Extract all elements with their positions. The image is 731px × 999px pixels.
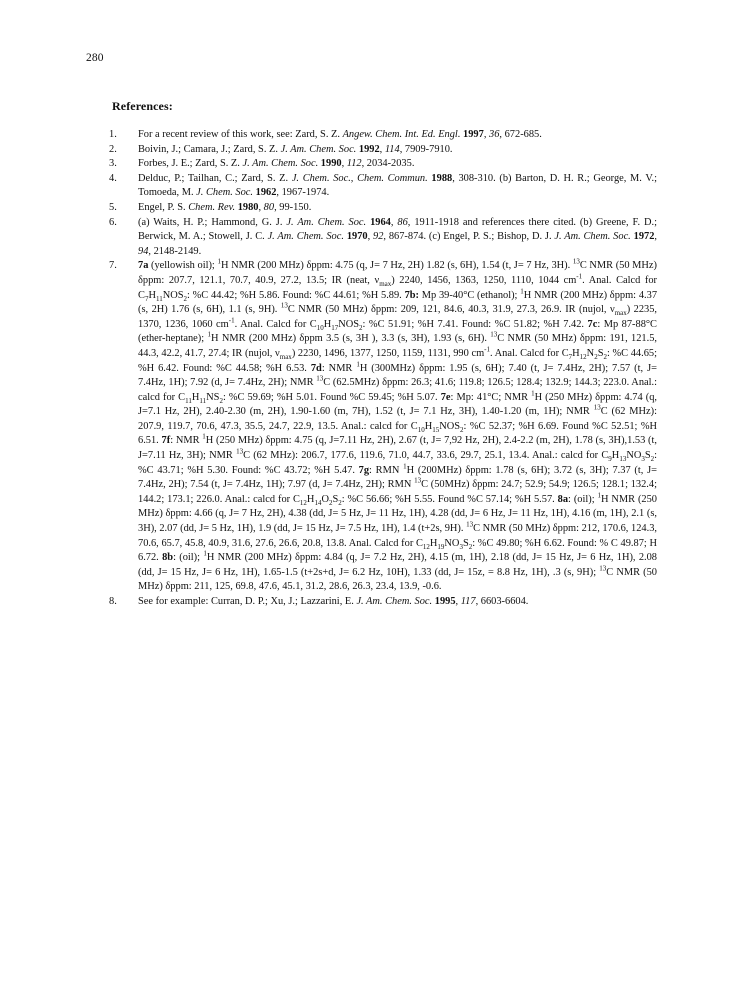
page-number: 280	[86, 52, 104, 64]
reference-text-segment: ,	[341, 158, 347, 170]
reference-number: 2.	[109, 143, 117, 155]
reference-text-segment: 7d	[310, 362, 322, 374]
reference-text-segment: 1	[597, 491, 601, 500]
reference-text-segment: C (62.5MHz) δppm: 26.3; 41.6; 119.8; 126.5; 128.4; 132.9; 144.3; 223.0. Anal.: calcd for C	[138, 377, 657, 403]
reference-text-segment: , 7909-7910.	[399, 143, 453, 155]
reference-text-segment: O	[321, 493, 329, 505]
reference-text	[138, 216, 657, 260]
reference-text-segment: 86	[397, 216, 408, 228]
reference-text-segment: 1988	[431, 172, 453, 184]
reference-text-segment: 12	[299, 498, 307, 507]
reference-text-segment: C NMR (50 MHz) δppm: 191, 121.5, 44.3, 42.2, 41.7, 27.4; IR (nujol, ν	[138, 333, 658, 359]
reference-text-segment: C (50MHz) δppm: 24.7; 52.9; 54.9; 126.5; 128.1; 132.4; 144.2; 173.1; 226.0. Anal.: calcd for C	[138, 479, 657, 505]
reference-number: 7.	[109, 260, 117, 272]
reference-text-segment: . Anal. Calcd for C	[138, 274, 657, 301]
reference-text-segment: H NMR (250 MHz) δppm: 4.66 (q, J= 7 Hz, 2H), 4.38 (dd, J= 5 Hz, J= 11 Hz, 1H), 4.28 (dd, J= 6 Hz, J= 11 Hz, 1H), 4.16 (m, 1H), 2.1 (s, 3H), 2.07 (dd, J= 5 Hz, 1H), 1.9 (dd, J= 15 Hz, J= 7.5 Hz, 1H), 1.4 (t+2s, 9H).	[138, 493, 658, 535]
reference-text	[138, 143, 657, 158]
reference-text-segment: ,	[390, 216, 398, 228]
reference-text-segment: 9	[608, 455, 612, 464]
reference-text-segment: NS	[206, 391, 220, 403]
reference-text-segment: 7	[568, 352, 573, 361]
reference-text-segment: ,	[379, 143, 385, 155]
reference-text-segment: J. Am. Chem. Soc.	[554, 231, 631, 243]
reference-text-segment: : Mp: 41°C; NMR	[450, 391, 532, 403]
reference-item	[109, 172, 657, 201]
reference-number: 6.	[109, 216, 117, 228]
reference-text-segment: -1	[576, 272, 583, 281]
reference-text	[138, 128, 657, 143]
reference-item	[109, 128, 657, 143]
reference-text-segment: C NMR (50 MHz) δppm: 207.7, 121.1, 70.7, 40.9, 27.2, 13.5; IR (neat, ν	[138, 260, 657, 286]
reference-text-segment: 13	[572, 257, 580, 266]
reference-text-segment: 1	[356, 360, 360, 369]
reference-text-segment: 92	[373, 231, 384, 243]
reference-text-segment: 7f	[161, 435, 171, 447]
reference-text-segment: 1	[207, 330, 211, 339]
reference-text-segment: 11	[199, 396, 207, 405]
reference-text-segment: 2	[338, 498, 342, 507]
reference-text-segment: 1	[531, 389, 535, 398]
references-list	[109, 128, 657, 610]
reference-text-segment: 1	[202, 433, 206, 441]
reference-text-segment: C NMR (50 MHz) δppm: 211, 125, 69.8, 47.6, 45.1, 31.2, 28.6, 26.3, 23.4, 13.9, -0.6.	[138, 566, 657, 593]
reference-text-segment: J. Chem. Soc., Chem. Commun.	[291, 172, 428, 184]
reference-text-segment: : %C 44.65; %H 6.42. Found: %C 44.58; %H 6.53.	[138, 347, 657, 374]
reference-text-segment: 8a	[557, 493, 569, 505]
reference-item	[109, 595, 657, 610]
reference-text-segment: : %C 43.71; %H 5.30. Found: %C 43.72; %H 5.47.	[138, 450, 657, 476]
reference-text-segment: NO	[444, 537, 460, 549]
reference-text-segment: -1	[228, 316, 235, 325]
reference-text-segment: , 1967-1974.	[276, 187, 330, 199]
reference-text-segment: : %C 56.66; %H 5.55. Found %C 57.14; %H 5.57.	[341, 493, 558, 505]
reference-text-segment: : RMN	[369, 464, 404, 476]
reference-text-segment: 7a	[138, 260, 149, 272]
reference-text	[138, 595, 657, 610]
reference-text-segment: 1972	[633, 231, 655, 243]
reference-text-segment: S	[644, 450, 651, 462]
reference-text-segment: H	[148, 289, 156, 301]
reference-text-segment: , 6603-6604.	[475, 596, 529, 607]
reference-text-segment: : %C 52.37; %H 6.69. Found %C 52.51; %H 6.51.	[138, 420, 657, 447]
reference-text-segment: : NMR	[321, 362, 357, 374]
reference-text-segment: 14	[314, 498, 322, 507]
reference-text-segment: , 867-874. (c) Engel, P. S.; Bishop, D. J.	[383, 231, 555, 243]
reference-text-segment: ,	[654, 231, 658, 243]
reference-text-segment: 11	[185, 396, 192, 405]
references-heading: References:	[112, 99, 173, 113]
reference-text-segment: 11	[155, 294, 163, 303]
reference-number: 1.	[109, 129, 117, 140]
reference-text-segment: 3	[641, 455, 645, 464]
reference-text-segment: (a) Waits, H. P.; Hammond, G. J.	[138, 216, 287, 228]
reference-text-segment: NOS	[162, 289, 184, 301]
reference-text-segment: : (oil);	[173, 552, 204, 564]
reference-text-segment: C (62 MHz): 207.9, 119.7, 70.6, 47.3, 35.5, 24.7, 22.9, 13.5. Anal.: calcd for C	[138, 406, 657, 432]
reference-text-segment: . Anal. Calcd for C	[234, 318, 317, 330]
reference-text-segment: H NMR (200 MHz) δppm: 4.37 (s, 2H) 1.76 (s, 6H), 1.1 (s, 9H).	[138, 289, 658, 316]
reference-text-segment: H	[424, 420, 433, 432]
reference-text-segment: J. Chem. Soc.	[196, 187, 254, 199]
reference-text-segment: Mp 39-40°C (ethanol);	[419, 289, 521, 301]
reference-text-segment: N	[586, 347, 595, 359]
reference-text-segment: J. Am. Chem. Soc.	[267, 231, 344, 243]
reference-text-segment: : Mp 87-88°C (ether-heptane);	[138, 318, 657, 345]
reference-text-segment: ,	[455, 596, 461, 607]
reference-text-segment: 2	[460, 425, 464, 434]
reference-number: 8.	[109, 596, 117, 607]
reference-text-segment: 114	[384, 143, 400, 155]
reference-item	[109, 201, 657, 216]
reference-text-segment: : %C 59.69; %H 5.01. Found %C 59.45; %H 5.07.	[222, 391, 441, 403]
reference-text-segment: ) 2230, 1496, 1377, 1250, 1159, 1131, 990 cm	[291, 347, 485, 359]
reference-text-segment: See for example: Curran, D. P.; Xu, J.; Lazzarini, E.	[138, 596, 357, 607]
reference-text-segment: Engel, P. S.	[138, 201, 189, 213]
reference-text-segment: S	[597, 347, 604, 359]
reference-text-segment: H	[572, 347, 580, 359]
reference-text-segment: 36	[489, 129, 500, 140]
reference-text-segment: 12	[579, 352, 587, 361]
reference-text-segment: 2	[359, 323, 363, 332]
reference-text-segment: For a recent review of this work, see: Zard, S. Z.	[138, 129, 343, 140]
reference-text-segment: max	[379, 280, 392, 289]
reference-text-segment: 1	[403, 462, 407, 471]
reference-text-segment: 1	[203, 549, 207, 558]
reference-text-segment: max	[614, 309, 627, 318]
reference-text-segment: 117	[460, 596, 476, 607]
reference-item	[109, 157, 657, 172]
reference-text-segment: Chem. Rev.	[188, 201, 236, 213]
reference-text-segment: 1970	[346, 231, 368, 243]
reference-text-segment: C NMR (50 MHz) δppm: 212, 170.6, 124.3, 70.6, 65.7, 45.8, 40.9, 31.6, 27.6, 26.6, 20.8, 13.8. Anal. Calcd for C	[138, 523, 657, 549]
reference-text-segment: H	[306, 493, 315, 505]
reference-text-segment: H (250 MHz) δppm: 4.75 (q, J=7.11 Hz, 2H), 2.67 (t, J= 7,92 Hz, 2H), 2.4-2.2 (m, 2H), 1.78 (s, 3H),1.53 (t, J=7.11 Hz, 3H); NMR	[138, 435, 658, 462]
reference-text-segment: 3	[459, 542, 463, 551]
reference-text-segment: 17	[331, 323, 339, 332]
reference-text-segment: 19	[437, 542, 445, 551]
reference-text-segment: 112	[346, 158, 362, 170]
reference-text-segment: H (300MHz) δppm: 1.95 (s, 6H); 7.40 (t, J= 7.4Hz, 2H); 7.57 (t, J= 7.4Hz, 1H); 7.92 (d, J= 7.4Hz, 2H); NMR	[138, 362, 657, 389]
reference-text-segment: NOS	[338, 318, 360, 330]
reference-text	[138, 259, 657, 595]
reference-text-segment: 13	[280, 301, 288, 310]
reference-text-segment: 1997	[463, 129, 484, 140]
reference-text-segment: ,	[367, 231, 374, 243]
reference-text-segment: H (200MHz) δppm: 1.78 (s, 6H); 3.72 (s, 3H); 7.37 (t, J= 7.4Hz, 2H); 7.54 (t, J= 7.4Hz, 1H); 7.97 (d, J= 7.4Hz, 2H); RMN	[138, 464, 657, 491]
reference-text-segment: 2	[183, 294, 187, 303]
reference-text-segment: 13	[490, 330, 498, 339]
reference-text-segment: Delduc, P.; Tailhan, C.; Zard, S. Z.	[138, 172, 292, 184]
reference-text-segment: 10	[316, 323, 324, 332]
reference-text-segment: 15	[432, 425, 440, 434]
reference-text-segment: 13	[466, 520, 474, 529]
reference-text-segment: 10	[417, 425, 425, 434]
reference-text-segment: 13	[414, 476, 422, 485]
reference-text-segment: H	[611, 450, 620, 462]
reference-text-segment: NO	[626, 450, 642, 462]
reference-number: 4.	[109, 172, 117, 184]
reference-text-segment: J. Am. Chem. Soc.	[242, 158, 319, 170]
reference-text-segment: H	[323, 318, 332, 330]
reference-text	[138, 172, 657, 201]
reference-item	[109, 216, 657, 260]
reference-text-segment: H NMR (200 MHz) δppm: 4.84 (q, J= 7.2 Hz, 2H), 4.15 (m, 1H), 2.18 (dd, J= 15 Hz, J= 6 Hz, 1H), 2.08 (dd, J= 15 Hz, J= 6 Hz, 1H), 1.65-1.5 (t+2s+d, J= 6.2 Hz, 10H), 1.33 (dd, J= 15z, = 8.8 Hz, 1H), .3 (s, 9H);	[138, 552, 658, 578]
reference-text-segment: . Anal. Calcd for C	[490, 347, 569, 359]
reference-text-segment: 7	[144, 294, 149, 303]
reference-text-segment: ) 2240, 1456, 1363, 1250, 1110, 1044 cm	[391, 274, 577, 286]
reference-number: 3.	[109, 158, 117, 170]
reference-text-segment: 2	[219, 396, 223, 405]
reference-text-segment: -1	[484, 345, 490, 354]
reference-text-segment: 1992	[358, 143, 380, 155]
reference-text-segment: H (250 MHz) δppm: 4.74 (q, J=7.1 Hz, 2H), 2.40-2.30 (m, 2H), 1.90-1.60 (m, 7H), 1.52 (t, J= 7.1 Hz, 3H), 1.40-1.20 (m, 1H); NMR	[138, 391, 658, 418]
reference-text-segment: 8b	[162, 552, 174, 564]
reference-text-segment: 7b:	[404, 289, 419, 301]
reference-text-segment: S	[462, 537, 469, 549]
reference-text-segment: : %C 44.42; %H 5.86. Found: %C 44.61; %H 5.89.	[187, 289, 405, 301]
reference-text-segment: ,	[483, 129, 490, 140]
reference-text-segment: H	[429, 537, 438, 549]
reference-text-segment: 7e	[440, 391, 451, 403]
reference-text-segment: 1962	[255, 187, 277, 199]
reference-text-segment: J. Am. Chem. Soc.	[286, 216, 367, 228]
reference-text-segment: 2	[328, 498, 333, 507]
reference-item	[109, 259, 657, 595]
reference-text-segment: H NMR (200 MHz) δppm: 4.75 (q, J= 7 Hz, 2H) 1.82 (s, 6H), 1.54 (t, J= 7 Hz, 3H).	[220, 260, 573, 272]
reference-text-segment: max	[279, 352, 292, 361]
reference-text-segment: : %C 51.91; %H 7.41. Found: %C 51.82; %H 7.42.	[362, 318, 588, 330]
reference-text-segment: H NMR (200 MHz) δppm 3.5 (s, 3H ), 3.3 (s, 3H), 1.93 (s, 6H).	[210, 333, 491, 345]
reference-text-segment: Boivin, J.; Camara, J.; Zard, S. Z.	[138, 143, 281, 155]
reference-text-segment: 13	[619, 455, 627, 464]
reference-text-segment: 80	[263, 201, 275, 213]
reference-text-segment: 13	[236, 447, 244, 456]
reference-text-segment: NOS	[439, 420, 461, 432]
reference-text-segment: , 308-310. (b) Barton, D. H. R.; George, M. V.; Tomoeda, M.	[138, 172, 658, 199]
reference-text-segment: 13	[599, 564, 607, 573]
reference-text-segment: 1	[520, 287, 524, 296]
reference-text-segment: 7c	[587, 318, 598, 330]
reference-text-segment: 2	[603, 352, 607, 361]
reference-text-segment: , 1911-1918 and references there cited. (b) Greene, F. D.; Berwick, M. A.; Stowell, J. C.	[138, 216, 658, 243]
reference-text-segment: S	[332, 493, 339, 505]
reference-text-segment: J. Am. Chem. Soc.	[356, 596, 433, 607]
reference-text-segment: 1964	[370, 216, 391, 228]
reference-text-segment: H	[191, 391, 200, 403]
reference-text-segment: Angew. Chem. Int. Ed. Engl.	[342, 129, 461, 140]
reference-number: 5.	[109, 201, 117, 213]
reference-text-segment: ) 2235, 1370, 1236, 1060 cm	[138, 304, 658, 330]
reference-text-segment: , 2148-2149.	[148, 245, 202, 257]
reference-text	[138, 157, 657, 172]
reference-text-segment: ,	[258, 201, 264, 213]
reference-item	[109, 143, 657, 158]
reference-text-segment: 12	[422, 542, 430, 551]
reference-text-segment: , 2034-2035.	[361, 158, 415, 170]
reference-text	[138, 201, 657, 216]
reference-text-segment: 1	[217, 257, 221, 266]
reference-text-segment: C (62 MHz): 206.7, 177.6, 119.6, 71.0, 44.7, 33.6, 29.7, 25.1, 13.4. Anal.: calcd for C	[243, 450, 609, 462]
reference-text-segment: Forbes, J. E.; Zard, S. Z.	[138, 158, 243, 170]
reference-text-segment: C NMR (50 MHz) δppm: 209, 121, 84.6, 40.3, 31.9, 27.3, 26.9. IR (nujol, ν	[287, 304, 615, 316]
reference-text-segment: , 672-685.	[499, 129, 542, 140]
reference-text-segment: 13	[316, 374, 324, 383]
reference-text-segment: 13	[593, 403, 601, 412]
reference-text-segment: , 99-150.	[274, 201, 312, 213]
reference-text-segment: J. Am. Chem. Soc.	[280, 143, 357, 155]
reference-text-segment: 1990	[320, 158, 342, 170]
reference-text-segment: : (oil);	[568, 493, 598, 505]
reference-text-segment: 94	[138, 245, 149, 257]
reference-text-segment: : %C 49.80; %H 6.62. Found: % C 49.87; H 6.72.	[138, 537, 657, 564]
reference-text-segment: 2	[594, 352, 598, 361]
reference-text-segment: 1980	[237, 201, 259, 213]
reference-text-segment: 2	[650, 455, 655, 464]
reference-text-segment: (yellowish oil);	[148, 260, 218, 272]
reference-text-segment: : NMR	[170, 435, 203, 447]
reference-text-segment: 1995	[434, 596, 456, 607]
reference-text-segment: 2	[468, 542, 473, 551]
reference-text-segment: 7g	[358, 464, 370, 476]
